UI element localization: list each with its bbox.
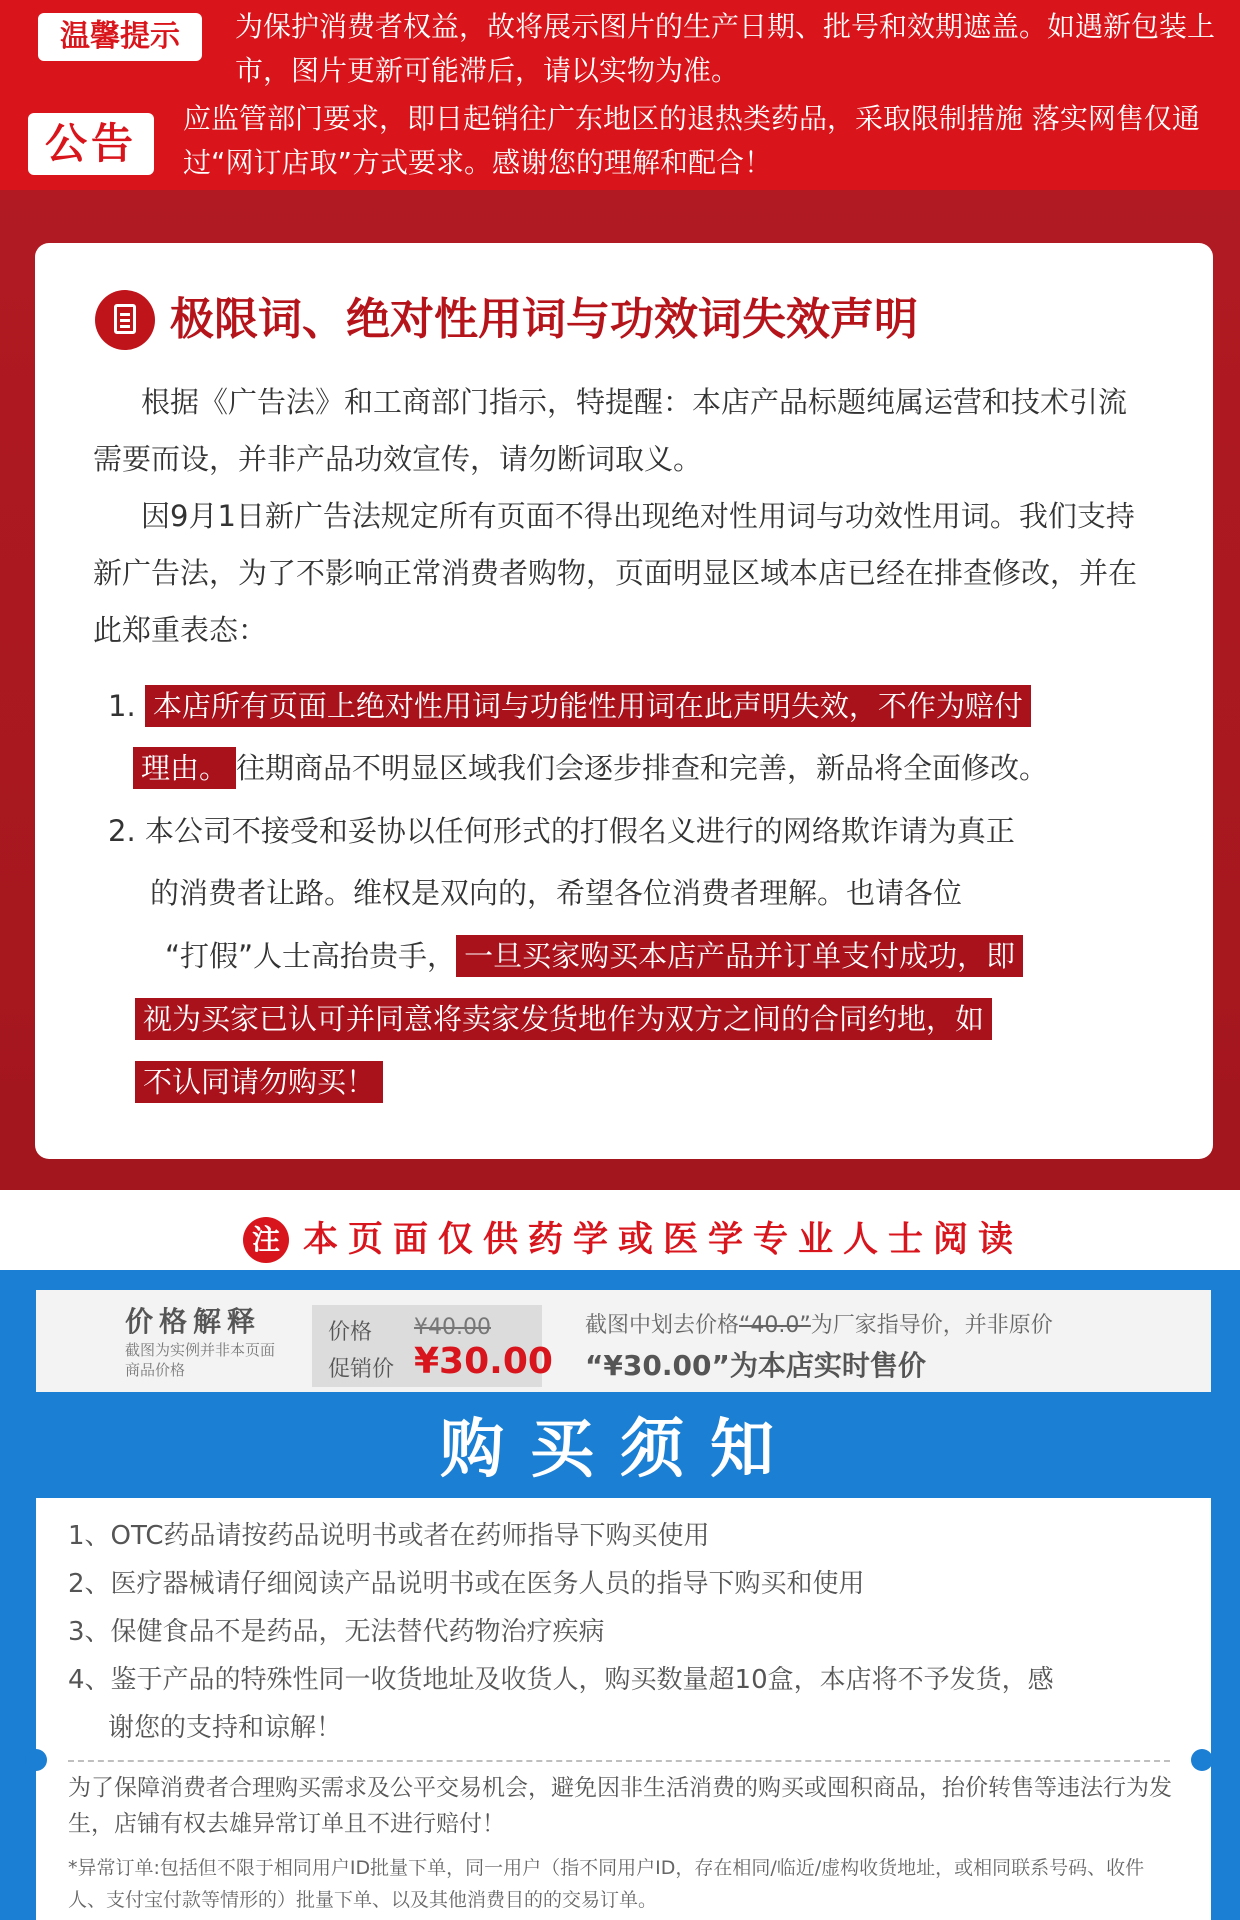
warm-tip-text: 为保护消费者权益，故将展示图片的生产日期、批号和效期遮盖。如遇新包装上市，图片更新可能滞后，请以实物为准。 <box>235 10 1216 87</box>
abnormal-order-notice: *异常订单:包括但不限于相同用户ID批量下单，同一用户（指不同用户ID，存在相同/临近/虚构收货地址，或相同联系号码、收件人、支付宝付款等情形的）批量下单、以及其他消费目的的交易订单。 <box>68 1857 1145 1911</box>
note-icon: 注 <box>243 1217 289 1263</box>
price-note-text: 为厂家指导价，并非原价 <box>810 1313 1053 1338</box>
highlight-text: 本店所有页面上绝对性用词与功能性用词在此声明失效，不作为赔付 <box>145 685 1031 727</box>
purchase-notice-item: 2、医疗器械请仔细阅读产品说明书或在医务人员的指导下购买和使用 <box>68 1569 865 1599</box>
promo-price-label: 促销价 <box>328 1357 395 1382</box>
dashed-divider <box>68 1760 1170 1762</box>
purchase-notice-item: 1、OTC药品请按药品说明书或者在药师指导下购买使用 <box>68 1521 710 1551</box>
disclaimer-item-2-line-5 <box>135 1051 383 1113</box>
promo-price: ¥30.00 <box>414 1341 553 1382</box>
purchase-notice-item: 3、保健食品不是药品，无法替代药物治疗疾病 <box>68 1617 605 1647</box>
struck-price: “40.0” <box>739 1313 811 1338</box>
highlight-text: 一旦买家购买本店产品并订单支付成功，即 <box>456 935 1023 977</box>
disclaimer-title: 极限词、绝对性用词与功效词失效声明 <box>170 294 918 345</box>
price-label: 价格 <box>328 1320 373 1345</box>
warm-tip-badge: 温馨提示 <box>38 13 202 61</box>
item-number: 1. <box>108 689 136 723</box>
notice-strip <box>0 0 1240 190</box>
announcement-row <box>0 95 1240 190</box>
disclaimer-paragraph-2: 因9月1日新广告法规定所有页面不得出现绝对性用词与功效性用词。我们支持新广告法，为了不影响正常消费者购物，页面明显区域本店已经在排查修改，并在此郑重表态： <box>93 499 1138 647</box>
purchase-notice-item: 谢您的支持和谅解！ <box>108 1713 343 1743</box>
ticket-notch-left <box>25 1749 47 1771</box>
item-text: “打假”人士高抬贵手， <box>165 939 457 973</box>
fair-trade-notice: 为了保障消费者合理购买需求及公平交易机会，避免因非生活消费的购买或囤积商品，抬价转售等违法行为发生，店铺有权去雄异常订单且不进行赔付！ <box>68 1775 1172 1837</box>
price-note-realtime: “¥30.00”为本店实时售价 <box>585 1349 926 1382</box>
disclaimer-item-1-line-2 <box>133 737 1048 799</box>
old-price: ¥40.00 <box>414 1315 491 1340</box>
professional-banner-text: 本页面仅供药学或医学专业人士阅读 <box>303 1220 1024 1260</box>
disclaimer-paragraph-1: 根据《广告法》和工商部门指示，特提醒：本店产品标题纯属运营和技术引流需要而设，并非产品功效宣传，请勿断词取义。 <box>93 385 1128 476</box>
warm-tip-row <box>0 0 1240 95</box>
price-note-guide <box>585 1308 1053 1339</box>
disclaimer-item-1-line-1 <box>108 675 1031 737</box>
purchase-notice-title: 购买须知 <box>440 1413 800 1487</box>
announcement-badge: 公告 <box>28 113 154 175</box>
disclaimer-item-2-line-1: 2. 本公司不接受和妥协以任何形式的打假名义进行的网络欺诈请为真正 <box>108 814 1015 848</box>
price-explanation-title: 价格解释 <box>125 1305 262 1338</box>
disclaimer-item-2-line-4 <box>135 988 992 1050</box>
announcement-text: 应监管部门要求，即日起销往广东地区的退热类药品，采取限制措施 落实网售仅通过“网订店取”方式要求。感谢您的理解和配合！ <box>183 102 1200 179</box>
document-icon <box>95 290 155 350</box>
disclaimer-item-2-line-3 <box>165 925 1023 987</box>
ticket-notch-right <box>1191 1749 1213 1771</box>
price-example-box <box>312 1305 553 1387</box>
highlight-text: 理由。 <box>133 747 236 789</box>
purchase-notice-item: 4、鉴于产品的特殊性同一收货地址及收货人，购买数量超10盒，本店将不予发货，感 <box>68 1665 1054 1695</box>
disclaimer-item-2-line-2: 的消费者让路。维权是双向的，希望各位消费者理解。也请各位 <box>150 876 963 910</box>
highlight-text: 不认同请勿购买！ <box>135 1061 383 1103</box>
highlight-text: 视为买家已认可并同意将卖家发货地作为双方之间的合同约地，如 <box>135 998 992 1040</box>
item-text: 往期商品不明显区域我们会逐步排查和完善，新品将全面修改。 <box>236 751 1049 785</box>
price-note-text: 截图中划去价格 <box>585 1313 740 1338</box>
price-explanation-subtitle: 截图为实例并非本页面商品价格 <box>125 1341 276 1379</box>
